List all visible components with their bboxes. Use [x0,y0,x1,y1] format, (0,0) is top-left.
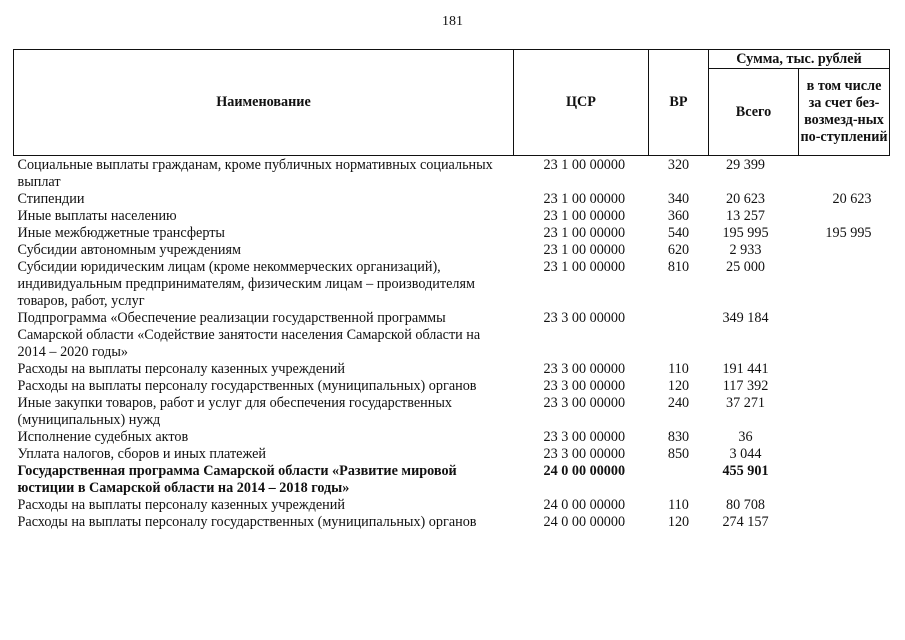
table-row [14,446,890,463]
budget-table [13,49,890,531]
header-sum: Сумма, тыс. рублей [709,50,890,69]
row-name: Расходы на выплаты персоналу казенных учреждений [17,497,345,513]
row-total: 80 708 [725,497,765,513]
header-csr: ЦСР [514,50,649,156]
row-free [799,463,890,497]
row-name: Государственная программа Самарской области «Развитие мировой юстиции в Самарской области на 2014 – 2018 годы» [17,463,457,496]
row-name: Подпрограмма «Обеспечение реализации государственной программы Самарской области «Содействие занятости населения Самарской области на 2014 – 2020 годы» [17,310,481,360]
page-number: 181 [442,14,463,29]
row-name: Субсидии юридическим лицам (кроме некоммерческих организаций), индивидуальным предпринимателям, физическим лицам – производителям товаров, работ, услуг [17,259,475,309]
row-total: 195 995 [722,225,769,241]
row-csr: 23 1 00 00000 [543,242,626,258]
table-body [14,156,890,532]
header-total: Всего [709,69,799,156]
row-name: Уплата налогов, сборов и иных платежей [17,446,266,462]
row-vr: 320 [667,157,690,173]
row-csr: 23 1 00 00000 [543,225,626,241]
row-free [799,259,890,310]
row-vr: 340 [667,191,690,207]
row-name: Расходы на выплаты персоналу казенных учреждений [17,361,345,377]
row-name: Социальные выплаты гражданам, кроме публичных нормативных социальных выплат [17,157,493,190]
row-name: Иные закупки товаров, работ и услуг для обеспечения государственных (муниципальных) нужд [17,395,452,428]
row-vr: 120 [667,378,690,394]
row-free [799,497,890,514]
row-vr: 850 [667,446,690,462]
row-csr: 24 0 00 00000 [543,463,626,479]
row-total: 117 392 [722,378,769,394]
header-free: в том числе за счет без-возмезд-ных по-ступлений [799,69,890,156]
table-row [14,463,890,497]
row-free [799,446,890,463]
row-total: 37 271 [725,395,765,411]
row-csr: 23 3 00 00000 [543,378,626,394]
table-row [14,191,890,208]
row-total: 349 184 [722,310,769,326]
row-csr: 23 1 00 00000 [543,191,626,207]
row-vr: 810 [667,259,690,275]
row-vr: 240 [667,395,690,411]
header-name: Наименование [14,50,514,156]
table-row [14,156,890,192]
row-csr: 23 3 00 00000 [543,395,626,411]
row-total: 29 399 [725,157,765,173]
row-vr: 120 [667,514,690,530]
row-total: 274 157 [722,514,769,530]
table-row [14,242,890,259]
row-total: 191 441 [722,361,769,377]
table-row [14,225,890,242]
row-free [799,208,890,225]
row-vr: 110 [668,361,689,377]
row-total: 2 933 [729,242,762,258]
row-csr: 23 3 00 00000 [543,310,626,326]
row-vr: 830 [667,429,690,445]
table-header [14,50,890,156]
row-total: 3 044 [729,446,762,462]
row-csr: 23 1 00 00000 [543,157,626,173]
row-vr: 620 [667,242,690,258]
row-name: Расходы на выплаты персоналу государственных (муниципальных) органов [17,514,477,530]
table-row [14,497,890,514]
row-total: 25 000 [725,259,765,275]
row-name: Исполнение судебных актов [17,429,189,445]
row-name: Иные межбюджетные трансферты [17,225,225,241]
row-total: 36 [738,429,753,445]
table-row [14,429,890,446]
row-vr [649,463,709,497]
row-free [799,156,890,192]
table-row [14,208,890,225]
row-name: Субсидии автономным учреждениям [17,242,241,258]
row-free [799,514,890,531]
row-total: 13 257 [725,208,765,224]
row-csr: 23 3 00 00000 [543,446,626,462]
header-vr: ВР [649,50,709,156]
row-vr [649,310,709,361]
row-csr: 23 3 00 00000 [543,361,626,377]
row-name: Стипендии [17,191,85,207]
row-csr: 23 1 00 00000 [543,259,626,275]
row-free [799,429,890,446]
table-row [14,361,890,378]
row-csr: 24 0 00 00000 [543,497,626,513]
row-csr: 24 0 00 00000 [543,514,626,530]
row-free [799,361,890,378]
table-row [14,395,890,429]
row-total: 455 901 [722,463,769,479]
row-total: 20 623 [725,191,765,207]
row-vr: 540 [667,225,690,241]
row-free [799,378,890,395]
table-row [14,514,890,531]
row-csr: 23 3 00 00000 [543,429,626,445]
row-free [799,310,890,361]
row-free: 195 995 [825,225,872,241]
table-row [14,378,890,395]
row-vr: 110 [668,497,689,513]
row-vr: 360 [667,208,690,224]
row-csr: 23 1 00 00000 [543,208,626,224]
row-name: Расходы на выплаты персоналу государственных (муниципальных) органов [17,378,477,394]
row-free: 20 623 [832,191,872,207]
table-row [14,259,890,310]
row-free [799,395,890,429]
row-name: Иные выплаты населению [17,208,177,224]
row-free [799,242,890,259]
table-row [14,310,890,361]
